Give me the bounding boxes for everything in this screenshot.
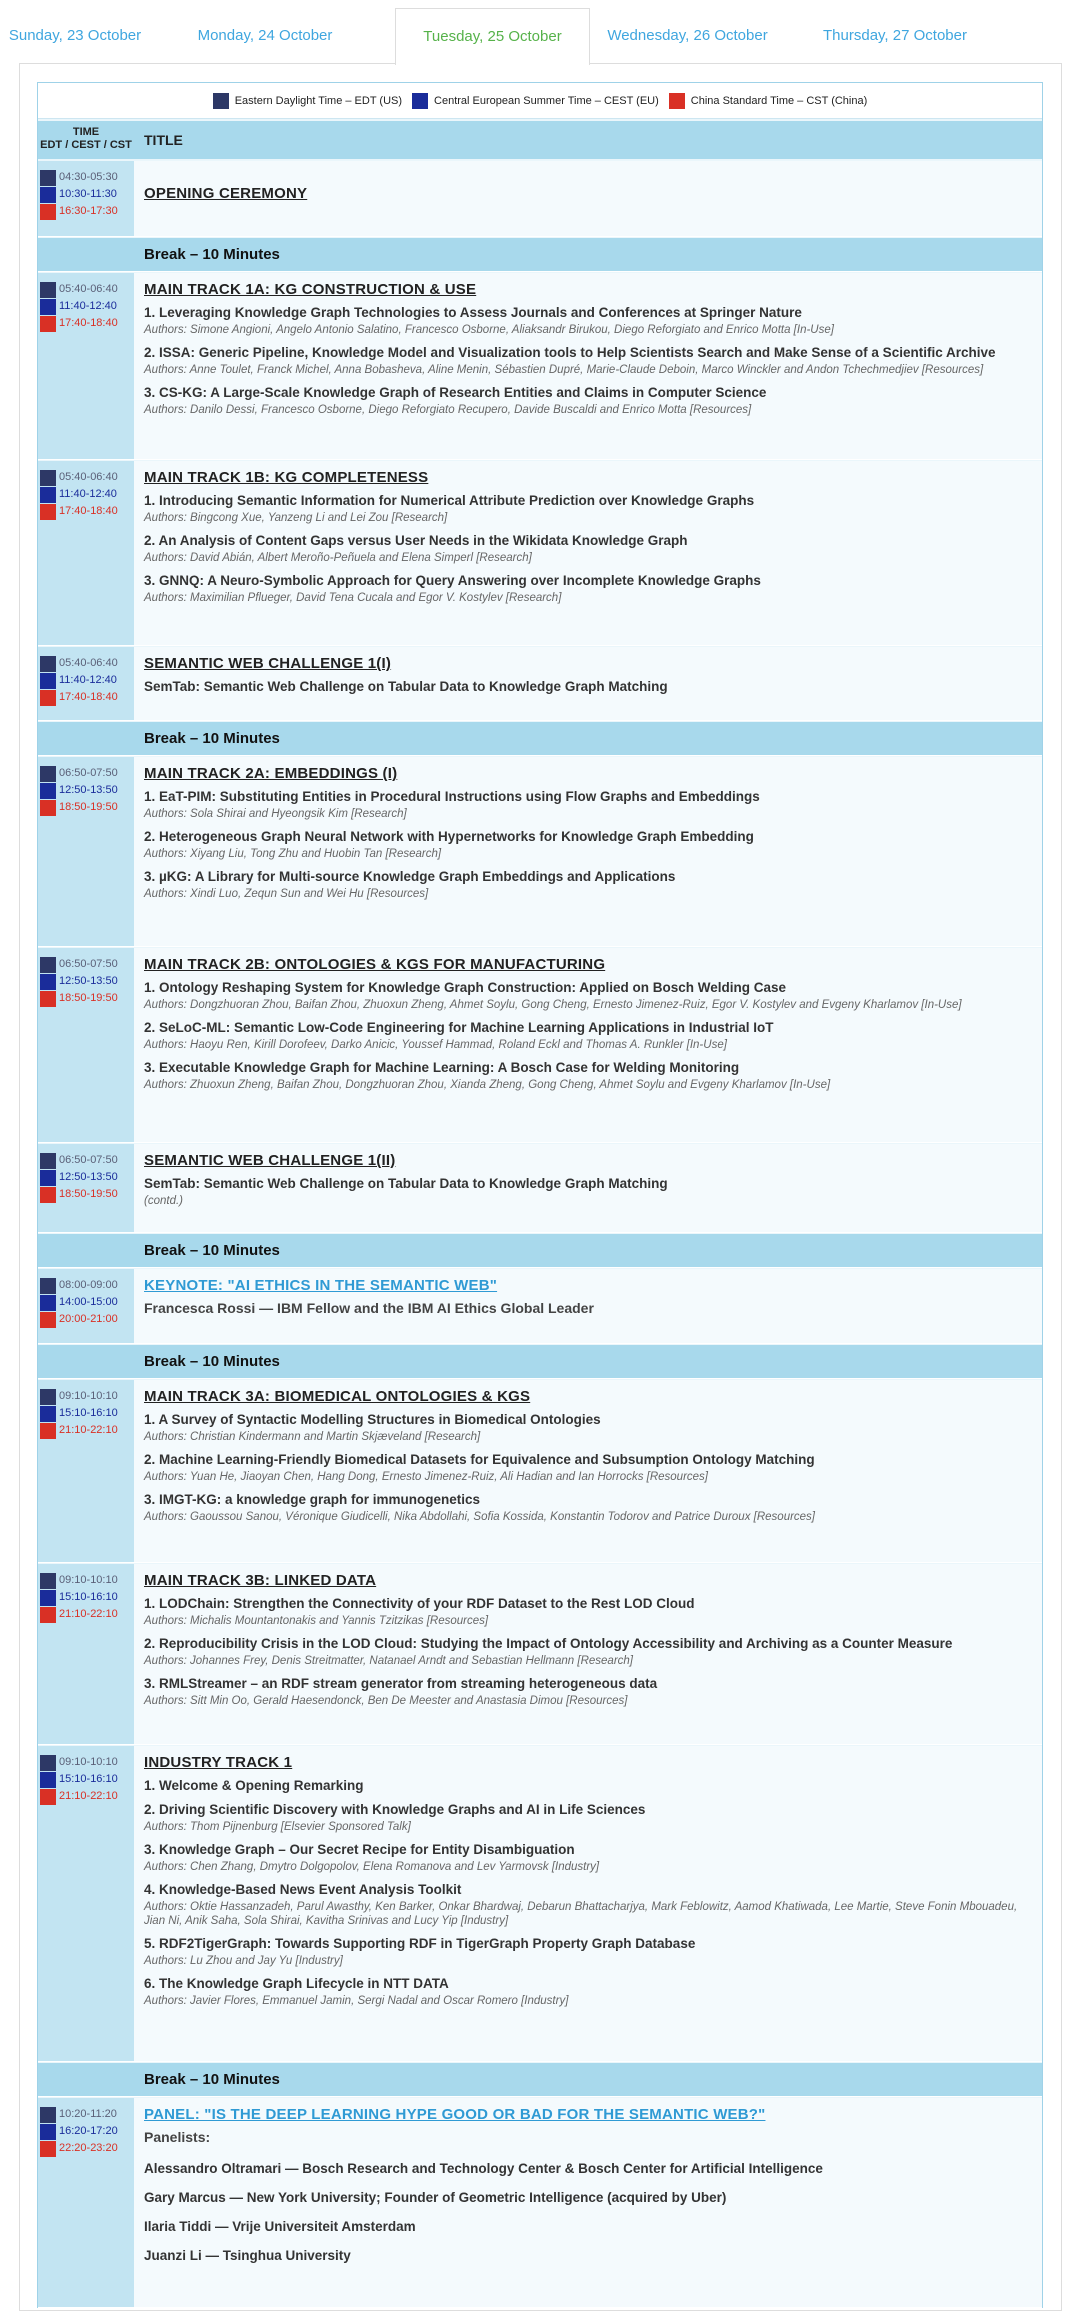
tab-tuesday[interactable]: Tuesday, 25 October — [395, 8, 590, 65]
session-title: MAIN TRACK 2B: ONTOLOGIES & KGS FOR MANUFACTURING — [144, 956, 606, 973]
paper-authors: Authors: Anne Toulet, Franck Michel, Anna Bobasheva, Aline Menin, Sébastien Dupré, Marie-Claude Deboin, Marco Winckler and Andon Tchechmedjiev [Resources] — [144, 364, 984, 376]
session-row — [38, 1746, 1042, 2062]
cest-marker — [40, 1406, 56, 1422]
paper-title: 3. GNNQ: A Neuro-Symbolic Approach for Query Answering over Incomplete Knowledge Graphs — [144, 573, 761, 588]
cest-swatch — [412, 93, 428, 109]
session-row — [38, 1269, 1042, 1344]
cst-marker — [40, 991, 56, 1007]
time-cst — [40, 799, 118, 816]
time-cst-value: 18:50-19:50 — [59, 801, 118, 813]
legend-cst-label: China Standard Time – CST (China) — [690, 94, 868, 107]
paper-authors: Authors: Christian Kindermann and Martin Skjæveland [Research] — [144, 1431, 481, 1443]
time-edt-value: 05:40-06:40 — [59, 657, 118, 669]
edt-marker — [40, 656, 56, 672]
cst-marker — [40, 504, 56, 520]
legend-cest-label: Central European Summer Time – CEST (EU) — [434, 94, 659, 107]
time-header-label: TIME — [72, 126, 100, 138]
time-edt-value: 06:50-07:50 — [59, 1154, 118, 1166]
time-cell — [38, 757, 134, 946]
time-slots — [40, 956, 118, 1007]
edt-swatch — [213, 93, 229, 109]
time-cst — [40, 315, 118, 332]
time-cest-value: 16:20-17:20 — [59, 2125, 118, 2137]
break-row — [38, 1234, 1042, 1268]
time-edt — [40, 1754, 118, 1771]
session-title: MAIN TRACK 2A: EMBEDDINGS (I) — [144, 765, 398, 782]
time-cst-value: 20:00-21:00 — [59, 1313, 118, 1325]
time-cest — [40, 186, 118, 203]
time-cest — [40, 782, 118, 799]
cest-marker — [40, 1295, 56, 1311]
cest-marker — [40, 673, 56, 689]
paper-item — [144, 1411, 1032, 1444]
break-row — [38, 1345, 1042, 1379]
break-row — [38, 722, 1042, 756]
time-cest-value: 15:10-16:10 — [59, 1407, 118, 1419]
session-row — [38, 1564, 1042, 1745]
time-cell — [38, 161, 134, 236]
session-title: SEMANTIC WEB CHALLENGE 1(I) — [144, 655, 392, 672]
cest-marker — [40, 299, 56, 315]
paper-authors: Authors: Haoyu Ren, Kirill Dorofeev, Darko Anicic, Youssef Hammad, Roland Eckl and Thomas A. Runkler [In-Use] — [144, 1039, 727, 1051]
cest-marker — [40, 1170, 56, 1186]
time-slots — [40, 1388, 118, 1439]
time-edt — [40, 469, 118, 486]
session-row — [38, 647, 1042, 721]
time-cst — [40, 1186, 118, 1203]
paper-authors: Authors: David Abián, Albert Meroño-Peñuela and Elena Simperl [Research] — [144, 552, 532, 564]
session-row — [38, 1144, 1042, 1233]
session-row — [38, 948, 1042, 1143]
session-content — [134, 2098, 1042, 2307]
paper-item — [144, 1841, 1032, 1874]
session-row — [38, 161, 1042, 237]
break-label: Break – 10 Minutes — [144, 2071, 280, 2088]
session-row — [38, 273, 1042, 460]
time-cest — [40, 973, 118, 990]
cst-marker — [40, 690, 56, 706]
break-label: Break – 10 Minutes — [144, 246, 280, 263]
paper-title: 5. RDF2TigerGraph: Towards Supporting RDF in TigerGraph Property Graph Database — [144, 1936, 696, 1951]
session-title-link[interactable]: PANEL: "IS THE DEEP LEARNING HYPE GOOD OR BAD FOR THE SEMANTIC WEB?" — [144, 2106, 766, 2123]
paper-item — [144, 1975, 1032, 2008]
edt-marker — [40, 1278, 56, 1294]
paper-item — [144, 1491, 1032, 1524]
session-row — [38, 1380, 1042, 1563]
paper-authors: Authors: Maximilian Pflueger, David Tena Cucala and Egor V. Kostylev [Research] — [144, 592, 562, 604]
day-tabs — [0, 8, 1080, 64]
edt-marker — [40, 766, 56, 782]
edt-marker — [40, 1573, 56, 1589]
panelist-item: Ilaria Tiddi — Vrije Universiteit Amsterdam — [144, 2219, 416, 2234]
paper-authors: Authors: Xiyang Liu, Tong Zhu and Huobin Tan [Research] — [144, 848, 442, 860]
time-cest — [40, 1169, 118, 1186]
paper-title: 1. A Survey of Syntactic Modelling Structures in Biomedical Ontologies — [144, 1412, 601, 1427]
time-slots — [40, 1152, 118, 1203]
paper-item — [144, 492, 1032, 525]
time-cell — [38, 461, 134, 645]
time-edt — [40, 655, 118, 672]
paper-authors: Authors: Bingcong Xue, Yanzeng Li and Lei Zou [Research] — [144, 512, 448, 524]
paper-item — [144, 1801, 1032, 1834]
cst-marker — [40, 1187, 56, 1203]
paper-item — [144, 868, 1032, 901]
paper-title: 3. CS-KG: A Large-Scale Knowledge Graph of Research Entities and Claims in Computer Science — [144, 385, 767, 400]
edt-marker — [40, 1755, 56, 1771]
session-title: INDUSTRY TRACK 1 — [144, 1754, 293, 1771]
paper-authors: Authors: Thom Pijnenburg [Elsevier Sponsored Talk] — [144, 1821, 411, 1833]
table-header — [38, 121, 1042, 159]
time-cell — [38, 1746, 134, 2061]
cst-marker — [40, 1312, 56, 1328]
time-cst — [40, 1422, 118, 1439]
time-cell — [38, 2098, 134, 2307]
panelist-item: Alessandro Oltramari — Bosch Research and Technology Center & Bosch Center for Artificial Intelligence — [144, 2161, 823, 2176]
time-cst — [40, 689, 118, 706]
cest-marker — [40, 187, 56, 203]
paper-authors: Authors: Javier Flores, Emmanuel Jamin, Sergi Nadal and Oscar Romero [Industry] — [144, 1995, 569, 2007]
time-slots — [40, 655, 118, 706]
paper-authors: Authors: Yuan He, Jiaoyan Chen, Hang Dong, Ernesto Jimenez-Ruiz, Ali Hadian and Ian Horrocks [Resources] — [144, 1471, 708, 1483]
paper-authors: Authors: Sola Shirai and Hyeongsik Kim [Research] — [144, 808, 407, 820]
time-cell — [38, 273, 134, 459]
time-cest-value: 11:40-12:40 — [59, 488, 117, 500]
legend-cst — [669, 93, 868, 109]
edt-marker — [40, 2107, 56, 2123]
paper-title: 2. ISSA: Generic Pipeline, Knowledge Model and Visualization tools to Help Scientists Search and Make Sense of a Scientific Archive — [144, 345, 996, 360]
time-cst-value: 17:40-18:40 — [59, 317, 118, 329]
time-edt — [40, 1572, 118, 1589]
time-edt — [40, 281, 118, 298]
session-content — [134, 1380, 1042, 1562]
time-edt — [40, 765, 118, 782]
cest-marker — [40, 783, 56, 799]
time-cest-value: 11:40-12:40 — [59, 674, 117, 686]
tab-wednesday[interactable]: Wednesday, 26 October — [607, 27, 768, 44]
time-edt-value: 04:30-05:30 — [59, 171, 118, 183]
paper-title: 1. Introducing Semantic Information for Numerical Attribute Prediction over Knowledge Graphs — [144, 493, 755, 508]
title-column-header: TITLE — [144, 132, 183, 148]
paper-title: 3. µKG: A Library for Multi-source Knowledge Graph Embeddings and Applications — [144, 869, 676, 884]
paper-item — [144, 304, 1032, 337]
time-cell — [38, 647, 134, 720]
time-cst-value: 17:40-18:40 — [59, 505, 118, 517]
session-title: SEMANTIC WEB CHALLENGE 1(II) — [144, 1152, 396, 1169]
paper-title: 1. Ontology Reshaping System for Knowledge Graph Construction: Applied on Bosch Welding Case — [144, 980, 787, 995]
time-edt-value: 06:50-07:50 — [59, 958, 118, 970]
break-row — [38, 2063, 1042, 2097]
paper-authors: Authors: Lu Zhou and Jay Yu [Industry] — [144, 1955, 343, 1967]
time-slots — [40, 2106, 118, 2157]
paper-item — [144, 532, 1032, 565]
break-label: Break – 10 Minutes — [144, 730, 280, 747]
session-title: MAIN TRACK 1B: KG COMPLETENESS — [144, 469, 429, 486]
session-content — [134, 1269, 1042, 1343]
paper-title: 3. RMLStreamer – an RDF stream generator from streaming heterogeneous data — [144, 1676, 658, 1691]
paper-title: 2. Heterogeneous Graph Neural Network with Hypernetworks for Knowledge Graph Embedding — [144, 829, 754, 844]
time-slots — [40, 1572, 118, 1623]
time-cell — [38, 1269, 134, 1343]
time-edt — [40, 956, 118, 973]
time-cst-value: 22:20-23:20 — [59, 2142, 118, 2154]
paper-title: SemTab: Semantic Web Challenge on Tabular Data to Knowledge Graph Matching — [144, 1176, 668, 1191]
time-edt — [40, 2106, 118, 2123]
time-cest-value: 11:40-12:40 — [59, 300, 117, 312]
cest-marker — [40, 974, 56, 990]
time-cest-value: 15:10-16:10 — [59, 1773, 118, 1785]
time-cest — [40, 1771, 118, 1788]
legend-cest — [412, 93, 659, 109]
paper-item — [144, 1019, 1032, 1052]
session-row — [38, 757, 1042, 947]
session-content — [134, 1564, 1042, 1744]
time-slots — [40, 281, 118, 332]
time-cest — [40, 486, 118, 503]
time-cest — [40, 672, 118, 689]
paper-title: 3. IMGT-KG: a knowledge graph for immunogenetics — [144, 1492, 481, 1507]
paper-item — [144, 1675, 1032, 1708]
paper-authors: Authors: Michalis Mountantonakis and Yannis Tzitzikas [Resources] — [144, 1615, 489, 1627]
paper-authors: Authors: Dongzhuoran Zhou, Baifan Zhou, Zhuoxun Zheng, Ahmet Soylu, Gong Cheng, Ernesto Jimenez-Ruiz, Egor V. Kostylev and Evgeny Kharlamov [In-Use] — [144, 999, 962, 1011]
paper-authors: Authors: Danilo Dessi, Francesco Osborne, Diego Reforgiato Recupero, Davide Buscaldi and Enrico Motta [Resources] — [144, 404, 752, 416]
session-content — [134, 1144, 1042, 1232]
time-cst-value: 17:40-18:40 — [59, 691, 118, 703]
time-cst — [40, 203, 118, 220]
cst-swatch — [669, 93, 685, 109]
time-slots — [40, 1277, 118, 1328]
session-title: OPENING CEREMONY — [144, 185, 308, 202]
time-cst — [40, 2140, 118, 2157]
paper-item — [144, 1935, 1032, 1968]
time-edt-value: 05:40-06:40 — [59, 471, 118, 483]
session-subtitle: Panelists: — [144, 2129, 211, 2145]
time-cell — [38, 1564, 134, 1744]
time-cest — [40, 1405, 118, 1422]
time-cst-value: 18:50-19:50 — [59, 1188, 118, 1200]
time-column-header — [38, 121, 134, 159]
cst-marker — [40, 2141, 56, 2157]
time-cst — [40, 503, 118, 520]
session-content — [134, 461, 1042, 645]
time-edt — [40, 1388, 118, 1405]
time-edt-value: 09:10-10:10 — [59, 1756, 118, 1768]
time-cest-value: 15:10-16:10 — [59, 1591, 118, 1603]
paper-authors: Authors: Chen Zhang, Dmytro Dolgopolov, Elena Romanova and Lev Yarmovsk [Industry] — [144, 1861, 600, 1873]
cst-marker — [40, 1607, 56, 1623]
time-slots — [40, 765, 118, 816]
time-edt-value: 06:50-07:50 — [59, 767, 118, 779]
session-title: MAIN TRACK 3B: LINKED DATA — [144, 1572, 377, 1589]
paper-item — [144, 1635, 1032, 1668]
paper-item — [144, 1451, 1032, 1484]
time-cest-value: 10:30-11:30 — [59, 188, 117, 200]
tab-sunday[interactable]: Sunday, 23 October — [8, 27, 142, 44]
paper-item — [144, 572, 1032, 605]
paper-authors: Authors: Simone Angioni, Angelo Antonio Salatino, Francesco Osborne, Aliaksandr Birukou, Diego Reforgiato and Enrico Motta [In-Use] — [144, 324, 834, 336]
paper-item — [144, 1881, 1032, 1928]
session-title-link[interactable]: KEYNOTE: "AI ETHICS IN THE SEMANTIC WEB" — [144, 1277, 498, 1294]
tab-monday[interactable]: Monday, 24 October — [197, 27, 333, 44]
time-cst — [40, 1606, 118, 1623]
time-cest-value: 12:50-13:50 — [59, 1171, 118, 1183]
time-edt-value: 10:20-11:20 — [59, 2108, 117, 2120]
paper-title: 2. Machine Learning-Friendly Biomedical Datasets for Equivalence and Subsumption Ontology Matching — [144, 1452, 815, 1467]
time-cell — [38, 1380, 134, 1562]
panelist-item: Juanzi Li — Tsinghua University — [144, 2248, 351, 2263]
time-cst — [40, 1311, 118, 1328]
paper-item — [144, 678, 1032, 695]
paper-title: 2. Driving Scientific Discovery with Knowledge Graphs and AI in Life Sciences — [144, 1802, 646, 1817]
paper-authors: (contd.) — [144, 1195, 183, 1207]
time-cst-value: 16:30-17:30 — [59, 205, 118, 217]
session-content — [134, 948, 1042, 1142]
paper-title: 2. SeLoC-ML: Semantic Low-Code Engineering for Machine Learning Applications in Industrial IoT — [144, 1020, 774, 1035]
time-edt-value: 09:10-10:10 — [59, 1574, 118, 1586]
time-edt — [40, 1277, 118, 1294]
paper-authors: Authors: Xindi Luo, Zequn Sun and Wei Hu [Resources] — [144, 888, 429, 900]
paper-title: 1. EaT-PIM: Substituting Entities in Procedural Instructions using Flow Graphs and Embeddings — [144, 789, 760, 804]
time-cest-value: 14:00-15:00 — [59, 1296, 118, 1308]
time-slots — [40, 1754, 118, 1805]
paper-item — [144, 1595, 1032, 1628]
break-label: Break – 10 Minutes — [144, 1353, 280, 1370]
session-title: MAIN TRACK 3A: BIOMEDICAL ONTOLOGIES & KGS — [144, 1388, 531, 1405]
paper-title: 6. The Knowledge Graph Lifecycle in NTT DATA — [144, 1976, 449, 1991]
cst-marker — [40, 1423, 56, 1439]
time-cell — [38, 1144, 134, 1232]
cst-marker — [40, 1789, 56, 1805]
cst-marker — [40, 316, 56, 332]
session-row — [38, 2098, 1042, 2308]
tab-thursday[interactable]: Thursday, 27 October — [823, 27, 967, 44]
time-cst-value: 21:10-22:10 — [59, 1790, 118, 1802]
edt-marker — [40, 1389, 56, 1405]
paper-item — [144, 828, 1032, 861]
cest-marker — [40, 1772, 56, 1788]
edt-marker — [40, 957, 56, 973]
time-cest — [40, 2123, 118, 2140]
time-cest-value: 12:50-13:50 — [59, 784, 118, 796]
paper-authors: Authors: Zhuoxun Zheng, Baifan Zhou, Dongzhuoran Zhou, Xianda Zheng, Gong Cheng, Ahmet Soylu and Evgeny Kharlamov [In-Use] — [144, 1079, 831, 1091]
cest-marker — [40, 1590, 56, 1606]
paper-item — [144, 384, 1032, 417]
paper-title: 2. An Analysis of Content Gaps versus User Needs in the Wikidata Knowledge Graph — [144, 533, 688, 548]
time-edt — [40, 1152, 118, 1169]
paper-title: 1. Welcome & Opening Remarking — [144, 1778, 364, 1793]
time-edt-value: 05:40-06:40 — [59, 283, 118, 295]
time-header-zones: EDT / CEST / CST — [40, 139, 132, 151]
time-slots — [40, 169, 118, 220]
cest-marker — [40, 487, 56, 503]
paper-item — [144, 979, 1032, 1012]
timezone-legend — [38, 83, 1042, 119]
schedule-table — [37, 82, 1043, 2308]
time-edt-value: 09:10-10:10 — [59, 1390, 118, 1402]
cest-marker — [40, 2124, 56, 2140]
legend-edt-label: Eastern Daylight Time – EDT (US) — [234, 94, 403, 107]
paper-title: 3. Knowledge Graph – Our Secret Recipe for Entity Disambiguation — [144, 1842, 575, 1857]
paper-item — [144, 1059, 1032, 1092]
paper-title: 1. Leveraging Knowledge Graph Technologies to Assess Journals and Conferences at Springer Nature — [144, 305, 802, 320]
session-content — [134, 161, 1042, 236]
paper-authors: Authors: Oktie Hassanzadeh, Parul Awasthy, Ken Barker, Onkar Bhardwaj, Debarun Bhattacharjya, Mark Feblowitz, Aamod Khatiwada, Lee Martie, Steve Fonin Mbouadeu, Jian Ni, Anik Saha, Sola Shirai, Kavitha Srinivas and Lucy Yip [Industry] — [144, 1901, 1018, 1927]
time-cst — [40, 1788, 118, 1805]
edt-marker — [40, 170, 56, 186]
time-cst — [40, 990, 118, 1007]
time-cell — [38, 948, 134, 1142]
paper-item — [144, 1777, 1032, 1794]
session-row — [38, 461, 1042, 646]
paper-authors: Authors: Gaoussou Sanou, Véronique Giudicelli, Nika Abdollahi, Sofia Kossida, Konstantin Todorov and Patrice Duroux [Resources] — [144, 1511, 816, 1523]
paper-title: 1. LODChain: Strengthen the Connectivity of your RDF Dataset to the Rest LOD Cloud — [144, 1596, 695, 1611]
paper-title: 3. Executable Knowledge Graph for Machine Learning: A Bosch Case for Welding Monitoring — [144, 1060, 740, 1075]
time-cest — [40, 298, 118, 315]
session-content — [134, 1746, 1042, 2061]
session-content — [134, 647, 1042, 720]
paper-item — [144, 344, 1032, 377]
paper-title: 2. Reproducibility Crisis in the LOD Cloud: Studying the Impact of Ontology Accessibility and Archiving as a Counter Measure — [144, 1636, 953, 1651]
edt-marker — [40, 470, 56, 486]
paper-authors: Authors: Johannes Frey, Denis Streitmatter, Natanael Arndt and Sebastian Hellmann [Research] — [144, 1655, 634, 1667]
time-cst-value: 21:10-22:10 — [59, 1424, 118, 1436]
cst-marker — [40, 800, 56, 816]
session-content — [134, 757, 1042, 946]
time-cst-value: 21:10-22:10 — [59, 1608, 118, 1620]
time-slots — [40, 469, 118, 520]
paper-title: SemTab: Semantic Web Challenge on Tabular Data to Knowledge Graph Matching — [144, 679, 668, 694]
time-cest — [40, 1589, 118, 1606]
session-subtitle: Francesca Rossi — IBM Fellow and the IBM AI Ethics Global Leader — [144, 1300, 594, 1316]
edt-marker — [40, 282, 56, 298]
time-edt — [40, 169, 118, 186]
break-row — [38, 238, 1042, 272]
panelist-item: Gary Marcus — New York University; Founder of Geometric Intelligence (acquired by Uber) — [144, 2190, 727, 2205]
paper-item — [144, 788, 1032, 821]
edt-marker — [40, 1153, 56, 1169]
time-cest-value: 12:50-13:50 — [59, 975, 118, 987]
time-cest — [40, 1294, 118, 1311]
paper-authors: Authors: Sitt Min Oo, Gerald Haesendonck, Ben De Meester and Anastasia Dimou [Resources] — [144, 1695, 628, 1707]
break-label: Break – 10 Minutes — [144, 1242, 280, 1259]
session-content — [134, 273, 1042, 459]
time-edt-value: 08:00-09:00 — [59, 1279, 118, 1291]
paper-item — [144, 1175, 1032, 1208]
session-title: MAIN TRACK 1A: KG CONSTRUCTION & USE — [144, 281, 477, 298]
paper-title: 4. Knowledge-Based News Event Analysis Toolkit — [144, 1882, 462, 1897]
time-cst-value: 18:50-19:50 — [59, 992, 118, 1004]
legend-edt — [213, 93, 402, 109]
cst-marker — [40, 204, 56, 220]
